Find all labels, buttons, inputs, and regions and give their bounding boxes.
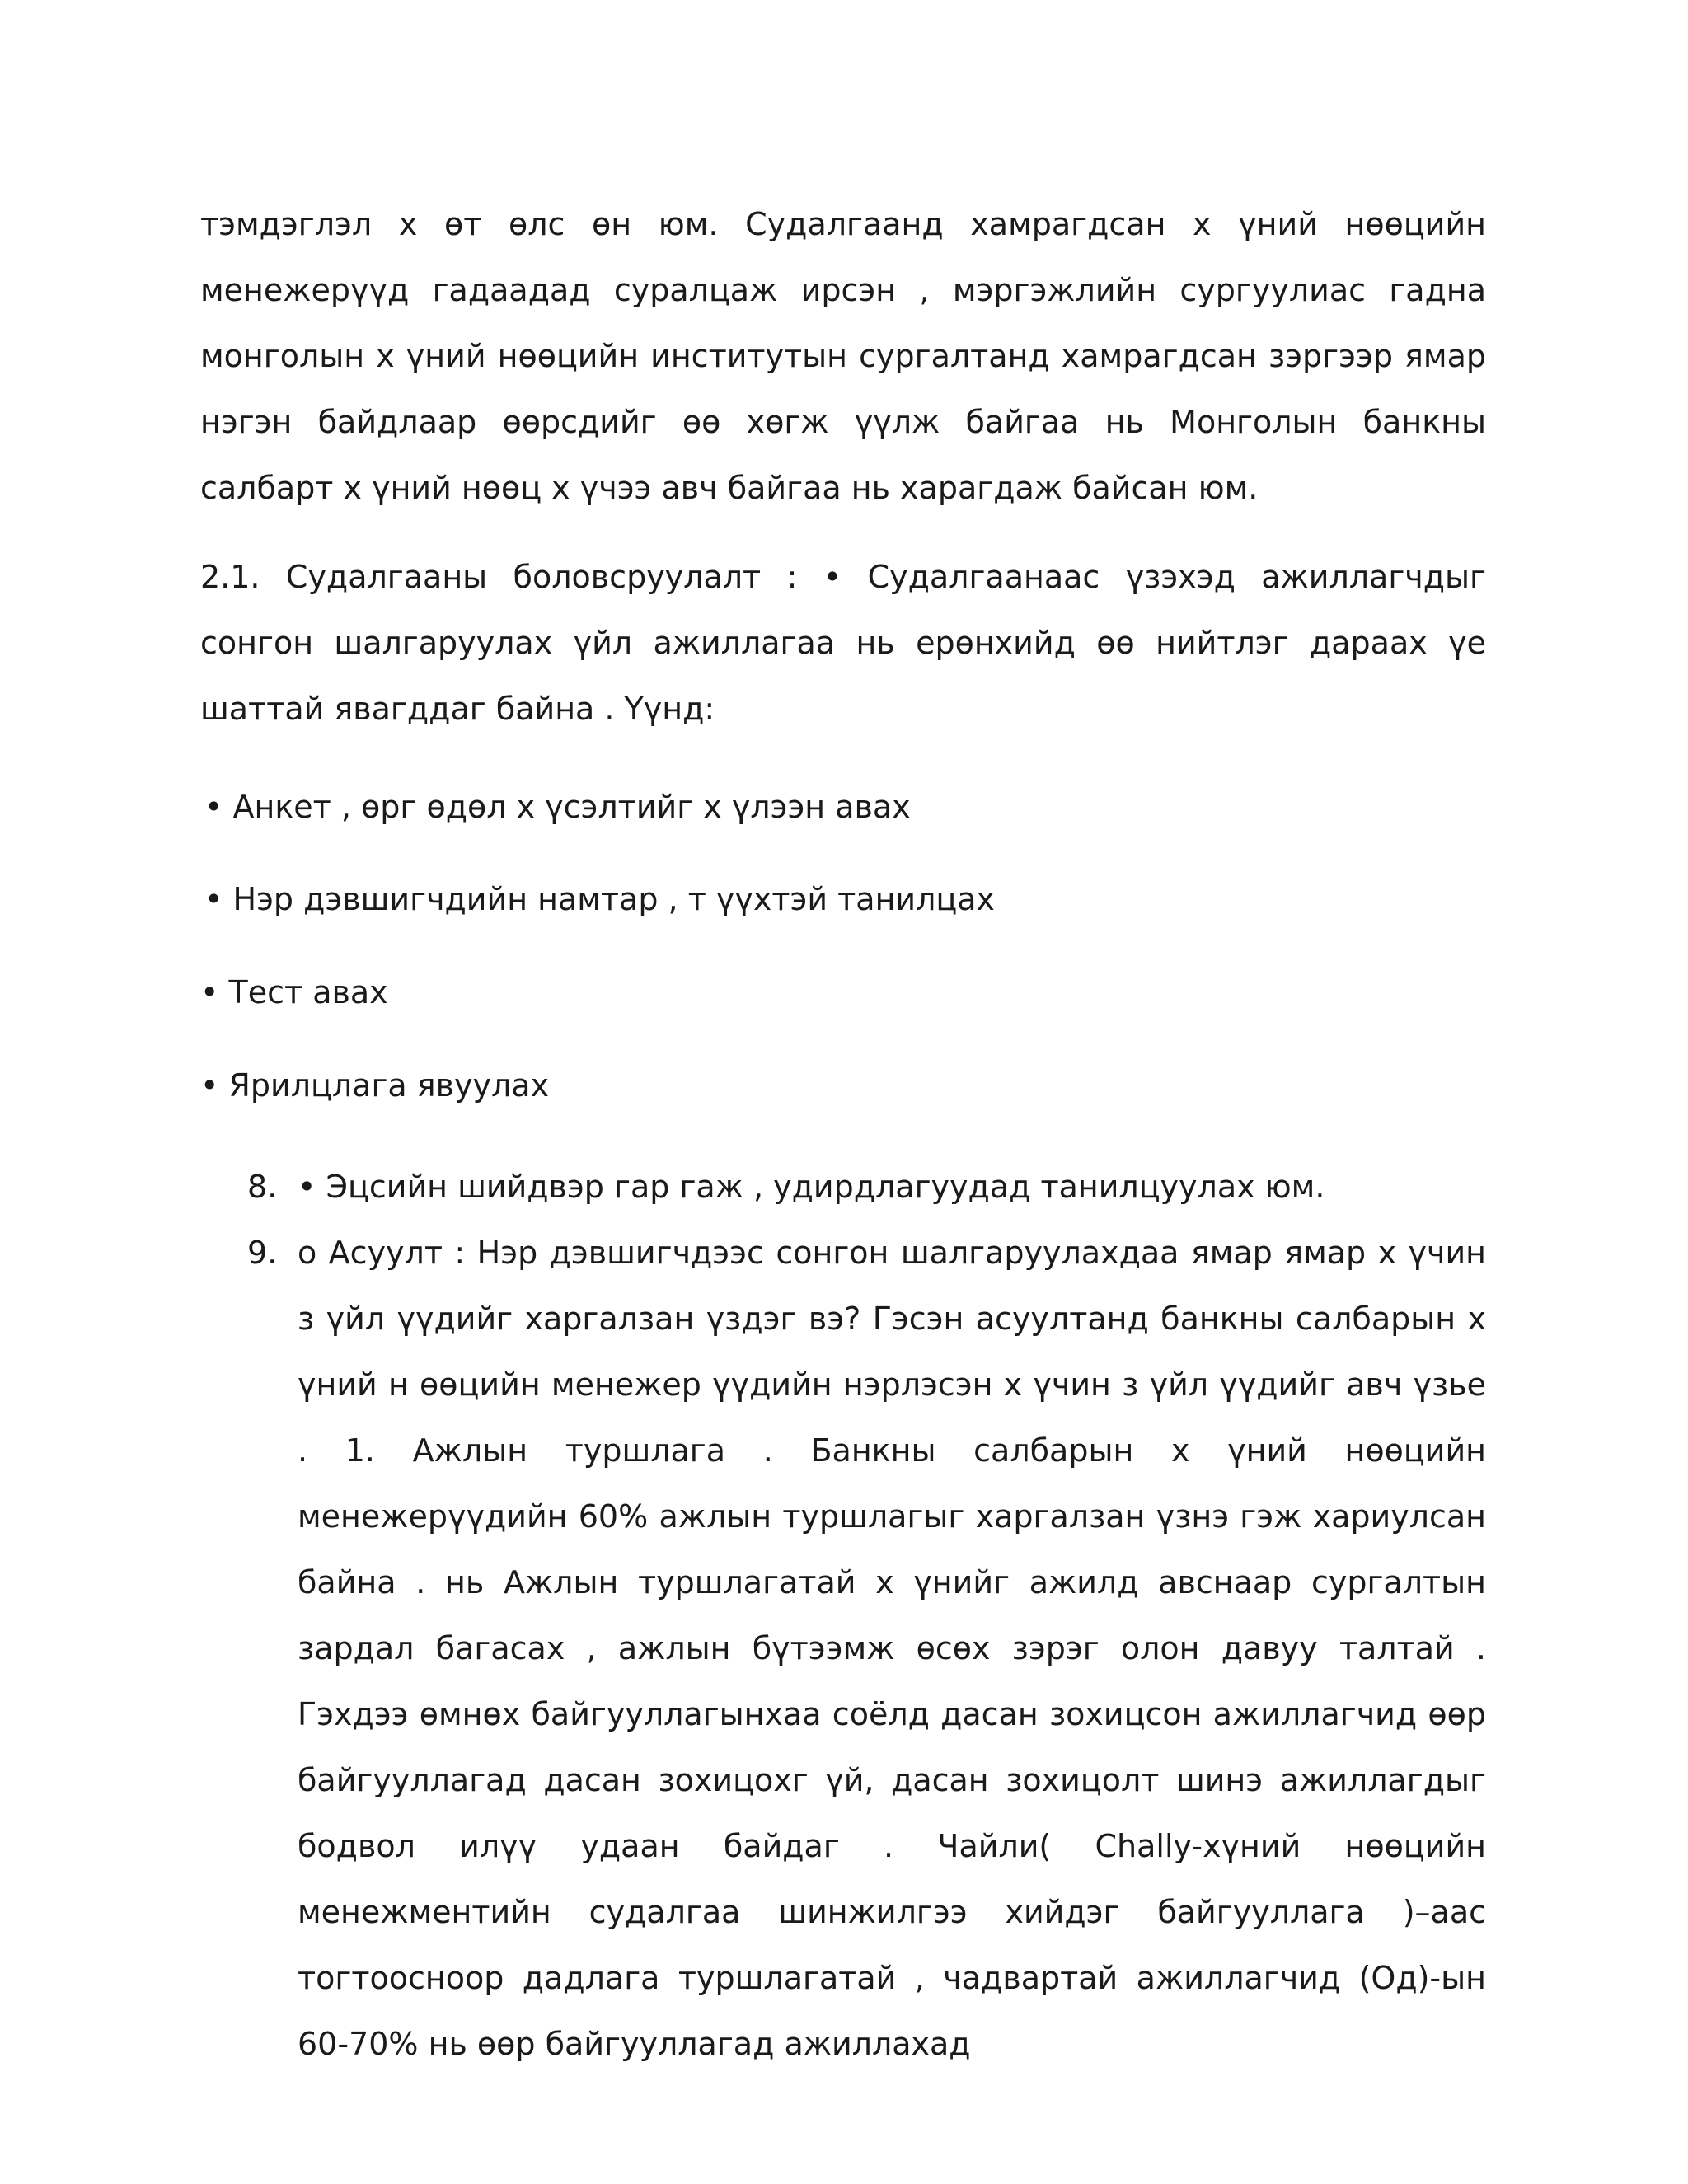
bullet-item-biography: • Нэр дэвшигчдийн намтар , т үүхтэй танилцах bbox=[204, 881, 996, 917]
list-item-text: • Эцсийн шийдвэр гар гаж , удирдлагуудад танилцуулах юм. bbox=[298, 1169, 1325, 1205]
bullet-item-test: • Тест авах bbox=[200, 974, 388, 1010]
bullet-item-application: • Анкет , өрг өдөл х үсэлтийг х үлээн авах bbox=[204, 789, 911, 825]
list-number: 8. bbox=[247, 1169, 278, 1205]
list-number: 9. bbox=[247, 1235, 278, 1271]
paragraph-hr-managers: тэмдэглэл х өт өлс өн юм. Судалгаанд хамрагдсан х үний нөөцийн менежерүүд гадаадад суралцаж ирсэн , мэргэжлийн сургуулиас гадна монголын х үний нөөцийн институтын сургалтанд хамрагдсан зэргээр ямар нэгэн байдлаар өөрсдийг өө хөгж үүлж байгаа нь Монголын банкны салбарт х үний нөөц х үчээ авч байгаа нь харагдаж байсан юм. bbox=[200, 206, 1486, 506]
list-item-text: o Асуулт : Нэр дэвшигчдээс сонгон шалгаруулахдаа ямар ямар х үчин з үйл үүдийг харгалзан үздэг вэ? Гэсэн асуултанд банкны салбарын х үний н өөцийн менежер үүдийн нэрлэсэн х үчин з үйл үүдийг авч үзье . 1. Ажлын туршлага . Банкны салбарын х үний нөөцийн менежерүүдийн 60% ажлын туршлагыг харгалзан үзнэ гэж хариулсан байна . нь Ажлын туршлагатай х үнийг ажилд авснаар сургалтын зардал багасах , ажлын бүтээмж өсөх зэрэг олон давуу талтай . Гэхдээ өмнөх байгууллагынхаа соёлд дасан зохицсон ажиллагчид өөр байгууллагад дасан зохицохг үй, дасан зохицолт шинэ ажиллагдыг бодвол илүү удаан байдаг . Чайли( Chally-хүний нөөцийн менежментийн судалгаа шинжилгээ хийдэг байгууллага )–аас тогтоосноор дадлага туршлагатай , чадвартай ажиллагчид (Од)-ын 60-70% нь өөр байгууллагад ажиллахад bbox=[298, 1235, 1486, 2062]
bullet-item-interview: • Ярилцлага явуулах bbox=[200, 1067, 550, 1104]
paragraph-research-processing: 2.1. Судалгааны боловсруулалт : • Судалгаанаас үзэхэд ажиллагчдыг сонгон шалгаруулах үйл ажиллагаа нь ерөнхийд өө нийтлэг дараах үе шаттай явагддаг байна . Үүнд: bbox=[200, 559, 1486, 727]
